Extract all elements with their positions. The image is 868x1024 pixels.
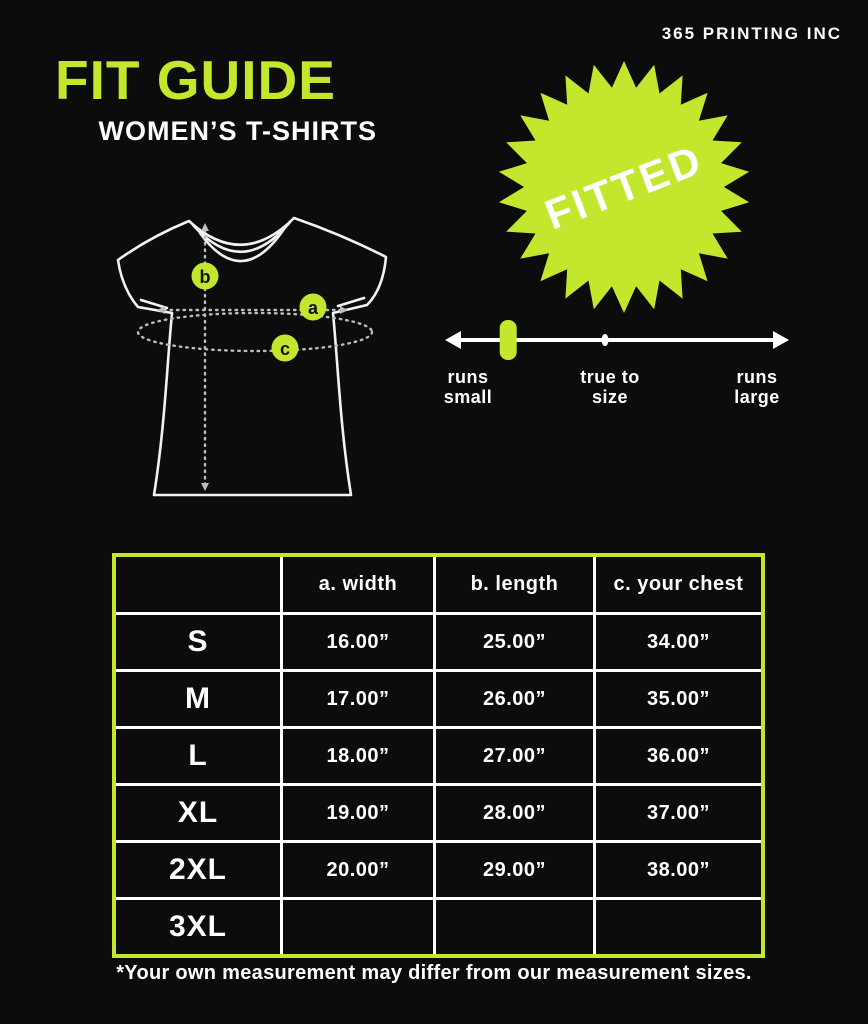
fit-scale [443, 318, 791, 362]
row-l-chest: 36.00” [596, 729, 761, 783]
scale-arrow-left-icon [445, 331, 461, 349]
true-to-size-dot [602, 334, 609, 346]
arrow-up-icon [201, 223, 209, 231]
sleeve-hem-line [141, 300, 167, 308]
column-header-chest: c. your chest [596, 557, 761, 612]
row-3xl-width [283, 900, 433, 954]
row-m-width: 17.00” [283, 672, 433, 726]
column-header-size [116, 557, 280, 612]
row-3xl-length [436, 900, 593, 954]
marker-a-label: a [307, 298, 319, 318]
arrow-down-icon [201, 483, 209, 491]
row-m-chest: 35.00” [596, 672, 761, 726]
column-header-length: b. length [436, 557, 593, 612]
page-title: FIT GUIDE [55, 49, 336, 111]
row-2xl-width: 20.00” [283, 843, 433, 897]
row-xl-length: 28.00” [436, 786, 593, 840]
badge-label: FITTED [538, 135, 710, 239]
tshirt-outline-icon [105, 196, 400, 508]
row-s-width: 16.00” [283, 615, 433, 669]
row-3xl-chest [596, 900, 761, 954]
row-m-size: M [116, 672, 280, 726]
row-3xl-size: 3XL [116, 900, 280, 954]
arrow-right-icon [340, 306, 348, 314]
scale-label-runs-small [408, 367, 528, 407]
sleeve-hem-line [338, 298, 364, 306]
marker-b-label: b [199, 267, 211, 287]
marker-b [192, 263, 219, 290]
scale-label-line: runs [447, 367, 489, 387]
scale-label-line: size [591, 387, 629, 407]
row-s-length: 25.00” [436, 615, 593, 669]
fit-position-marker [500, 320, 517, 360]
row-xl-chest: 37.00” [596, 786, 761, 840]
row-xl-width: 19.00” [283, 786, 433, 840]
row-xl-size: XL [116, 786, 280, 840]
scale-label-line: small [443, 387, 493, 407]
starburst-icon [494, 57, 754, 317]
row-2xl-chest: 38.00” [596, 843, 761, 897]
scale-arrow-right-icon [773, 331, 789, 349]
row-s-size: S [116, 615, 280, 669]
row-l-size: L [116, 729, 280, 783]
chest-guide-dotted [138, 313, 372, 351]
scale-label-line: large [734, 387, 780, 407]
marker-c-label: c [279, 339, 291, 359]
scale-label-line: true to [580, 367, 640, 387]
collar-line [193, 222, 290, 252]
scale-label-runs-large [697, 367, 817, 407]
row-m-length: 26.00” [436, 672, 593, 726]
row-s-chest: 34.00” [596, 615, 761, 669]
marker-c [272, 335, 299, 362]
column-header-width: a. width [283, 557, 433, 612]
title-block [55, 49, 377, 147]
brand-name: 365 PRINTING INC [661, 24, 842, 43]
scale-label-line: runs [736, 367, 778, 387]
tshirt-diagram [105, 196, 400, 508]
footnote: *Your own measurement may differ from our measurement sizes. [116, 962, 752, 984]
row-2xl-size: 2XL [116, 843, 280, 897]
row-l-width: 18.00” [283, 729, 433, 783]
marker-a [300, 294, 327, 321]
fitted-badge [494, 57, 754, 317]
row-2xl-length: 29.00” [436, 843, 593, 897]
row-l-length: 27.00” [436, 729, 593, 783]
size-chart-table [112, 553, 765, 958]
page-subtitle: WOMEN’S T-SHIRTS [98, 115, 377, 146]
scale-label-true-to-size [550, 367, 670, 407]
